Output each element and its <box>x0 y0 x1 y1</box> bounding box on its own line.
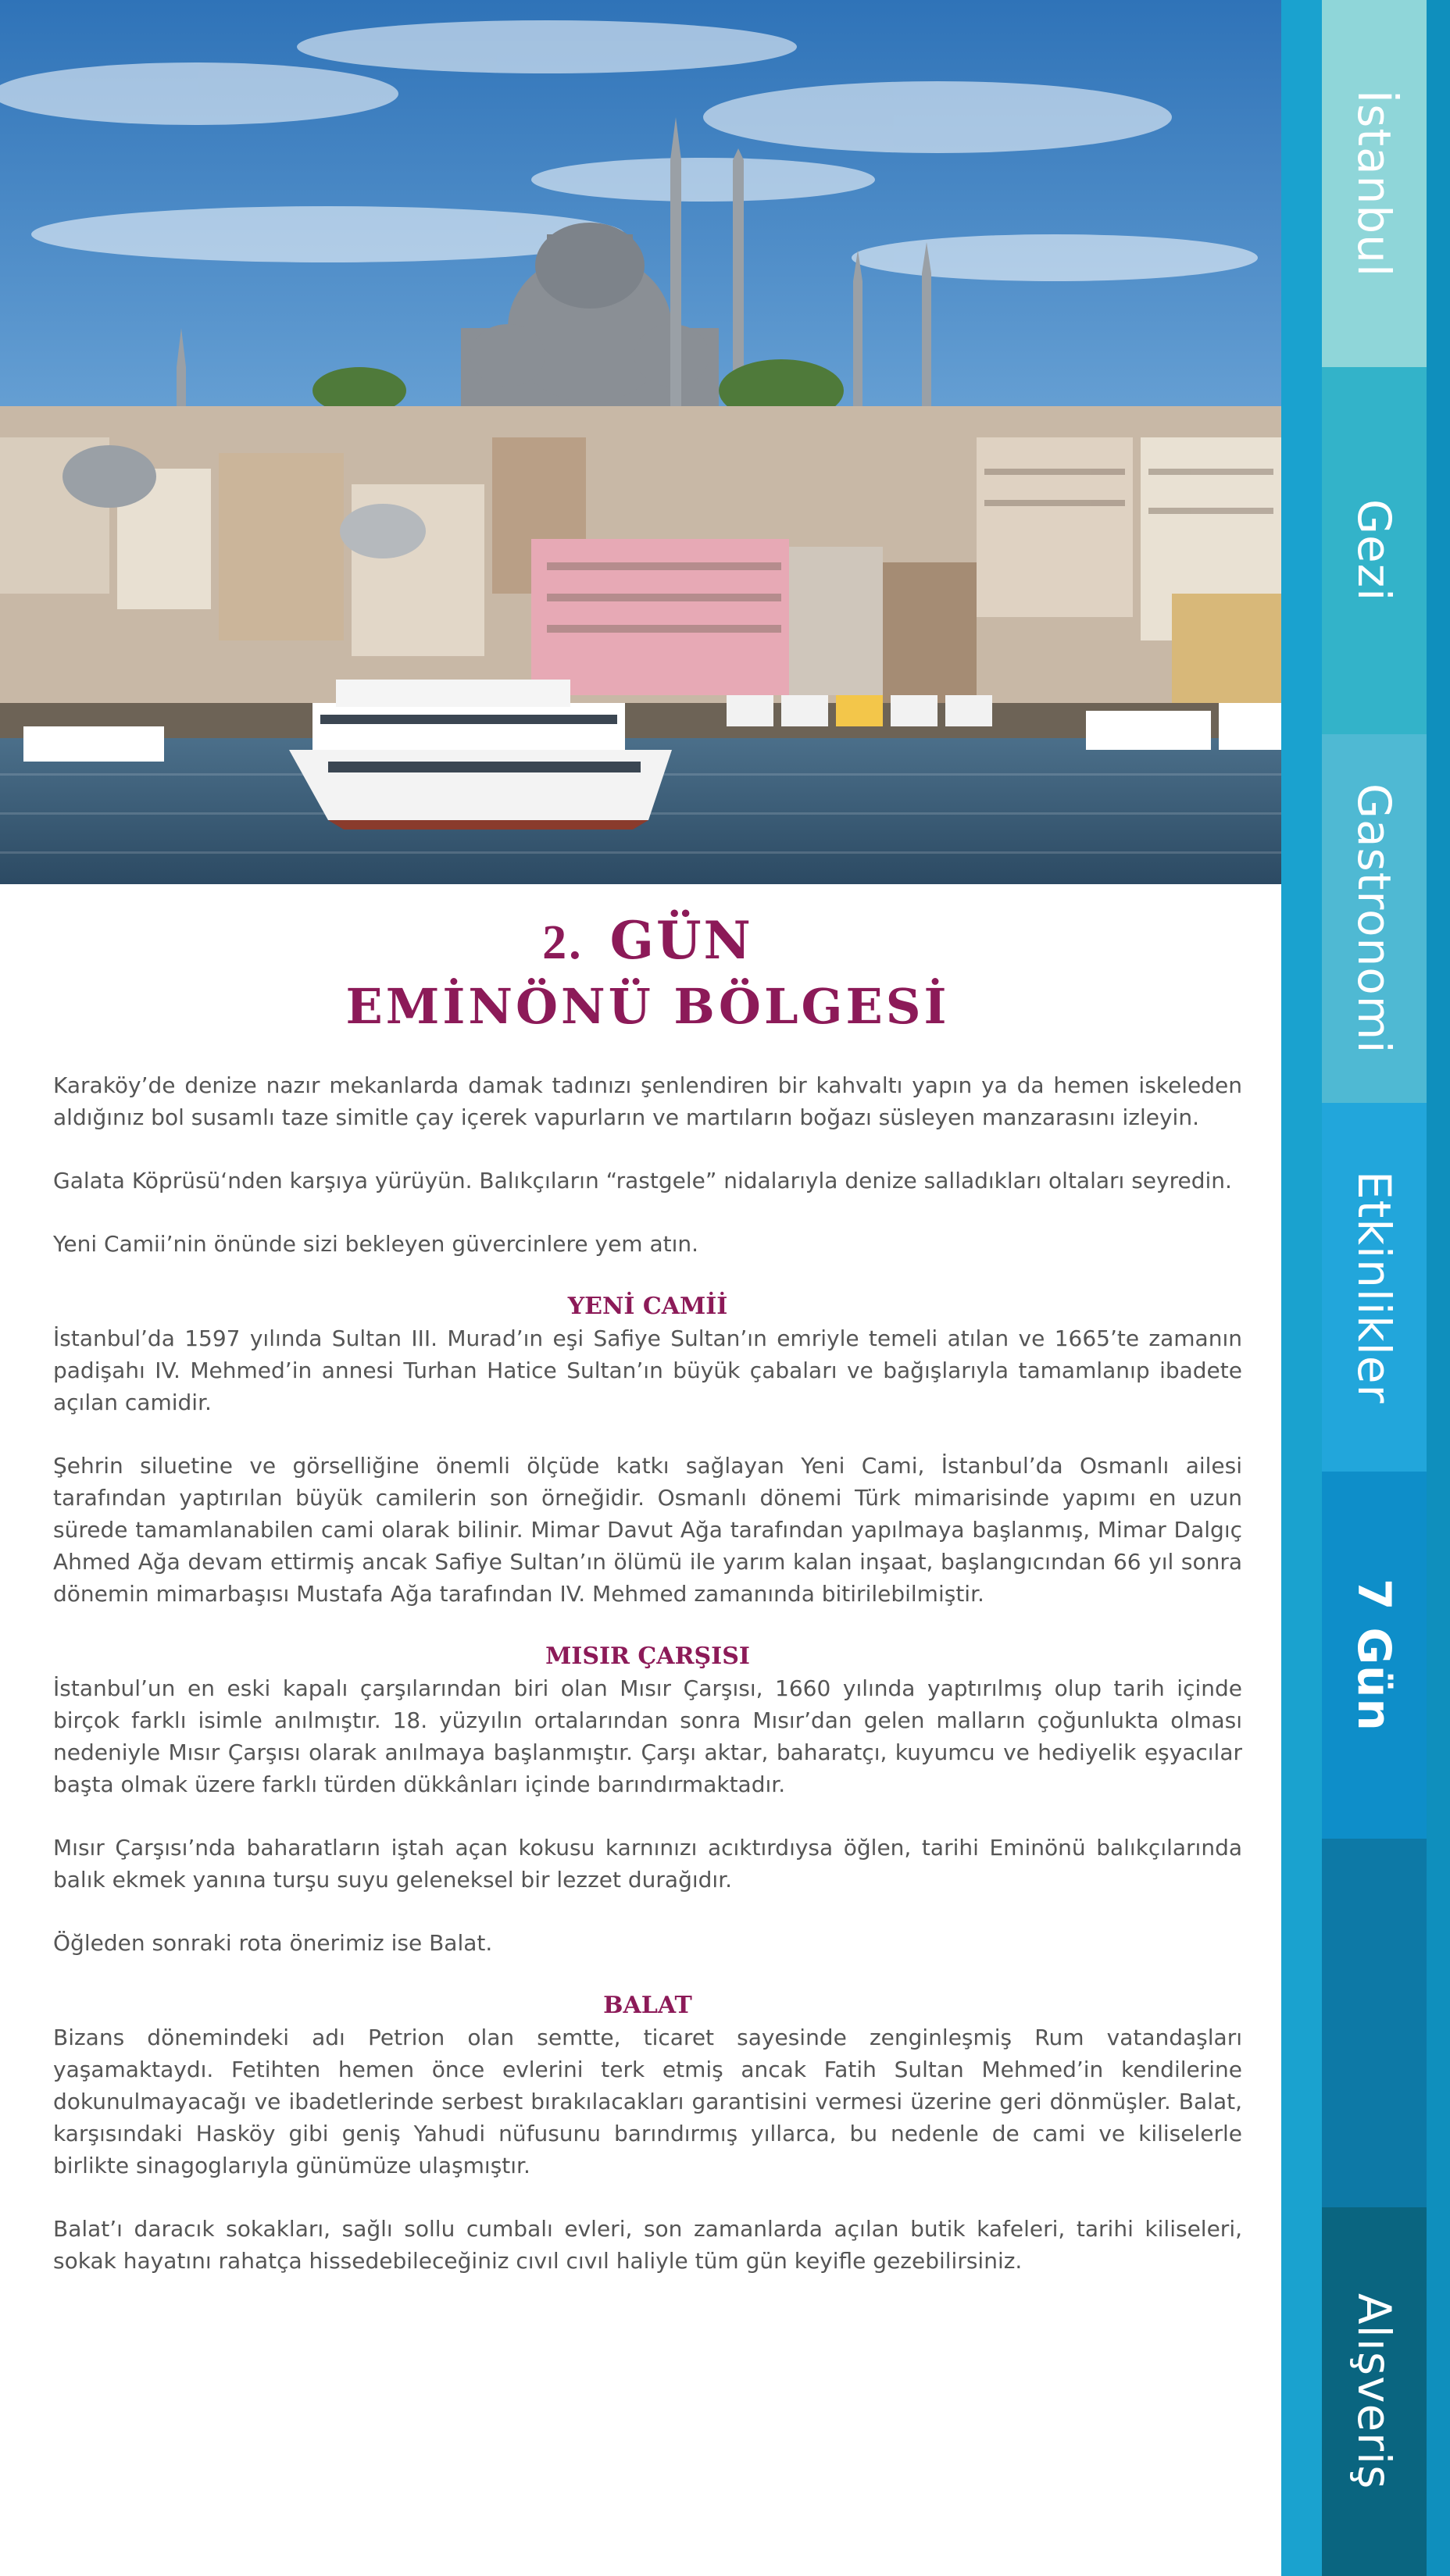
tab-gastronomi[interactable] <box>1322 734 1427 1103</box>
tab-gezi[interactable] <box>1322 367 1427 734</box>
intro-paragraph: Karaköy’de denize nazır mekanlarda damak tadınızı şenlendiren bir kahvaltı yapın ya da hemen iskeleden aldığınız bol susamlı taze simitle çay içerek vapurların ve martıların boğazı süsleyen manzarasını izleyin. <box>53 1072 1242 1130</box>
tab-gezi-label: Gezi <box>1348 499 1401 602</box>
section-paragraph: Bizans dönemindeki adı Petrion olan semtte, ticaret sayesinde zenginleşmiş Rum vatandaşları yaşamaktaydı. Fetihten hemen önce evlerini terk etmiş ancak Fatih Sultan Mehmed’in kendilerine dokunulmayacağı ve ibadetlerinde serbest bırakılacakları garantisini vermesi üzerine geri dönmüşler. Balat, karşısındaki Hasköy gibi geniş Yahudi nüfusunu barındırmış yıllarca, bu nedenle de cami ve kiliselerle birlikte sinagoglarıyla günümüze ulaşmıştır. <box>53 2025 1242 2178</box>
section-paragraph: Mısır Çarşısı’nda baharatların iştah açan kokusu karnınızı acıktırdıysa öğlen, tarihi Eminönü balıkçılarında balık ekmek yanına turşu suyu geleneksel bir lezzet durağıdır. <box>53 1835 1242 1893</box>
tab-etkinlikler[interactable] <box>1322 1103 1427 1472</box>
day-title <box>53 909 1242 974</box>
tab-7-gun[interactable] <box>1322 1472 1427 1839</box>
tab-blank[interactable] <box>1322 1839 1427 2207</box>
tab-7-gun-label: 7 Gün <box>1348 1579 1401 1732</box>
section-heading-yeni-camii: YENİ CAMİİ <box>567 1293 728 1320</box>
section-paragraph: Balat’ı daracık sokakları, sağlı sollu cumbalı evleri, son zamanlarda açılan butik kafeleri, tarihi kiliseleri, sokak hayatını rahatça hissedebileceğiniz cıvıl cıvıl haliyle tüm gün keyifle gezebilirsiniz. <box>53 2216 1242 2274</box>
section-heading-misir-carsisi: MISIR ÇARŞISI <box>545 1643 750 1670</box>
day-number: 2. <box>542 916 584 969</box>
section-paragraph: İstanbul’da 1597 yılında Sultan III. Murad’ın eşi Safiye Sultan’ın emriyle temeli atılan ve 1665’te zamanın padişahı IV. Mehmed’in annesi Turhan Hatice Sultan’ın büyük çabaları ve bağışlarıyla tamamlanıp ibadete açılan camidir. <box>53 1325 1242 1415</box>
hero-photo-istanbul-skyline <box>0 0 1281 884</box>
side-stripe <box>1281 0 1322 2576</box>
tab-gastronomi-label: Gastronomi <box>1348 783 1401 1054</box>
section-paragraph: İstanbul’un en eski kapalı çarşılarından biri olan Mısır Çarşısı, 1660 yılında yaptırılmış olup tarih içinde birçok farklı isimle anılmıştır. 18. yüzyılın ortalarından sonra Mısır’dan gelen malların çoğunlukta olması nedeniyle Mısır Çarşısı olarak anılmaya başlanmıştır. Çarşı aktar, baharatçı, kuyumcu ve hediyelik eşyacılar başta olmak üzere farklı türden dükkânları içinde barındırmaktadır. <box>53 1675 1242 1797</box>
region-title: EMİNÖNÜ BÖLGESİ <box>345 978 950 1035</box>
tab-istanbul[interactable] <box>1322 0 1427 367</box>
section-paragraph: Öğleden sonraki rota önerimiz ise Balat. <box>53 1930 493 1956</box>
section-heading-balat: BALAT <box>603 1992 692 2019</box>
tab-alisveris-label: Alışveriş <box>1348 2293 1401 2490</box>
article <box>53 906 1242 2308</box>
section-paragraph: Şehrin siluetine ve görselliğine önemli ölçüde katkı sağlayan Yeni Cami, İstanbul’da Osmanlı ailesi tarafından yaptırılan büyük camilerin son örneğidir. Osmanlı dönemi Türk mimarisinde yapımı en uzun sürede tamamlanabilen cami olarak bilinir. Mimar Davut Ağa tarafından yapılmaya başlanmış, Mimar Dalgıç Ahmed Ağa devam ettirmiş ancak Safiye Sultan’ın ölümü ile yarım kalan inşaat, başlangıcından 66 yıl sonra dönemin mimarbaşısı Mustafa Ağa tarafından IV. Mehmed zamanında bitirilebilmiştir. <box>53 1453 1242 1607</box>
intro-paragraph: Galata Köprüsü‘nden karşıya yürüyün. Balıkçıların “rastgele” nidalarıyla denize salladıkları oltaları seyredin. <box>53 1168 1232 1193</box>
day-word: GÜN <box>609 910 753 971</box>
tab-istanbul-label: İstanbul <box>1348 89 1401 278</box>
tab-etkinlikler-label: Etkinlikler <box>1348 1170 1401 1404</box>
tab-alisveris[interactable] <box>1322 2207 1427 2576</box>
intro-paragraph: Yeni Camii’nin önünde sizi bekleyen güvercinlere yem atın. <box>53 1231 699 1257</box>
